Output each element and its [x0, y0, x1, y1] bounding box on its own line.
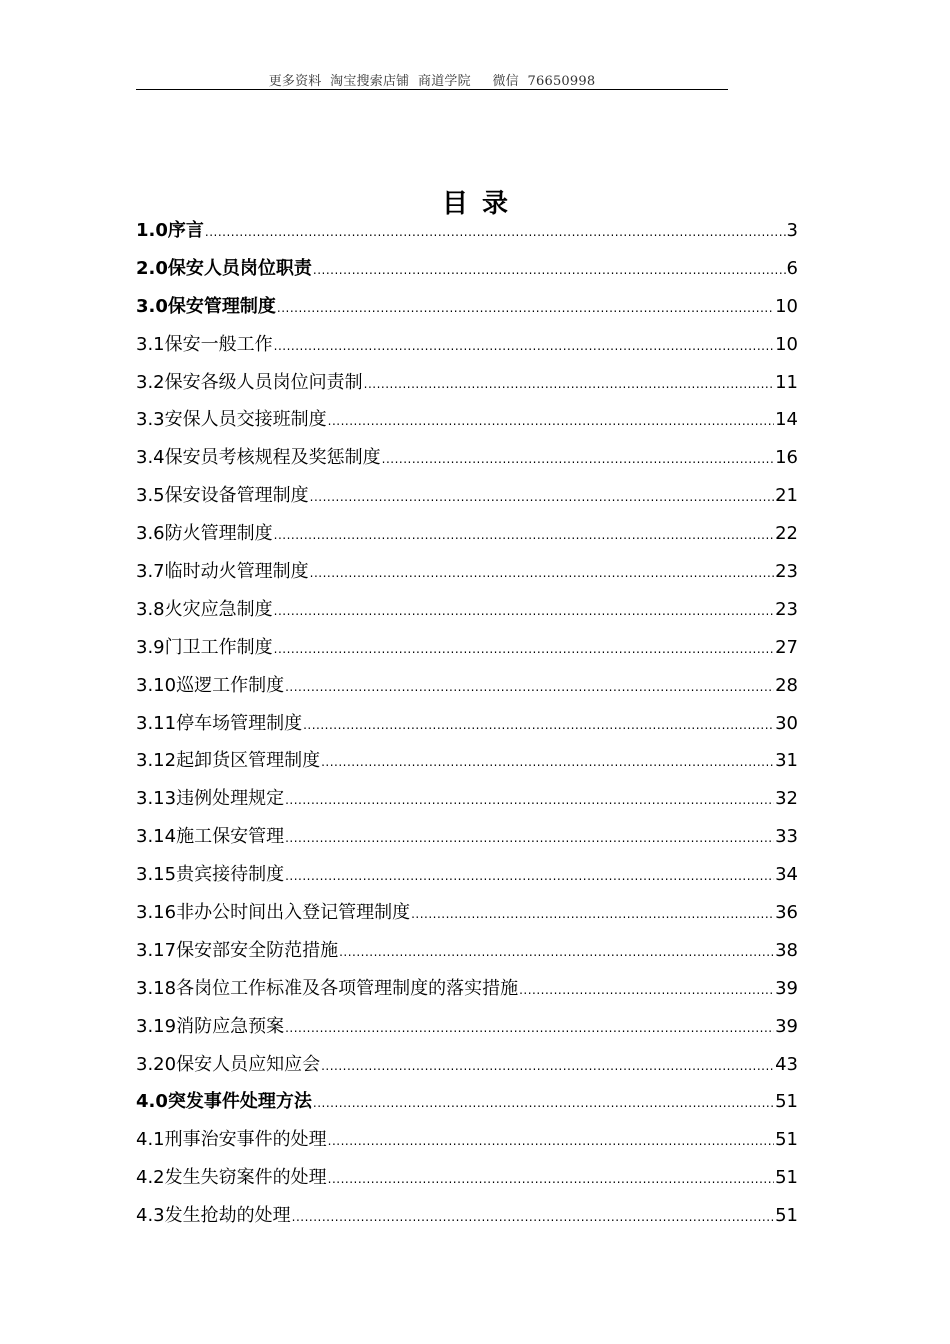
toc-dot-leader — [285, 858, 774, 896]
toc-entry-number: 3.9 — [136, 636, 165, 658]
toc-entry[interactable] — [136, 477, 798, 515]
toc-entry[interactable] — [136, 818, 798, 856]
toc-entry-title: 保安人员岗位职责 — [167, 257, 312, 279]
toc-dot-leader — [382, 441, 774, 479]
toc-entry[interactable] — [136, 515, 798, 553]
toc-entry-number: 3.14 — [136, 826, 177, 848]
toc-entry-title: 临时动火管理制度 — [164, 561, 309, 583]
header-rule — [136, 89, 728, 90]
toc-entry-page: 27 — [775, 636, 798, 658]
toc-entry-title: 消防应急预案 — [176, 1015, 285, 1037]
toc-entry[interactable] — [136, 1046, 798, 1084]
toc-entry-page: 21 — [775, 485, 798, 507]
toc-entry-title: 突发事件处理方法 — [167, 1091, 312, 1113]
toc-entry[interactable] — [136, 401, 798, 439]
toc-dot-leader — [285, 669, 774, 707]
toc-entry-page: 51 — [775, 1129, 798, 1151]
toc-entry-page: 28 — [775, 674, 798, 696]
toc-entry[interactable] — [136, 212, 798, 250]
toc-entry-page: 38 — [775, 939, 798, 961]
toc-entry-number: 1.0 — [136, 220, 168, 241]
toc-entry[interactable] — [136, 894, 798, 932]
page-header-text: 更多资料 淘宝搜索店铺 商道学院 微信 76650998 — [268, 74, 596, 89]
toc-entry-number: 3.16 — [136, 902, 177, 924]
toc-dot-leader — [274, 328, 774, 366]
toc-entry-page: 22 — [775, 523, 798, 545]
toc-entry[interactable] — [136, 288, 798, 326]
toc-dot-leader — [285, 820, 774, 858]
toc-entry-page: 10 — [775, 333, 798, 355]
toc-entry-number: 4.1 — [136, 1129, 165, 1151]
toc-entry-number: 3.4 — [136, 447, 165, 469]
toc-entry-page: 39 — [775, 1015, 798, 1037]
toc-entry-title: 序言 — [167, 220, 204, 241]
toc-entry-title: 贵宾接待制度 — [176, 864, 285, 886]
toc-entry-page: 30 — [775, 712, 798, 734]
toc-entry-title: 停车场管理制度 — [176, 712, 303, 734]
toc-entry[interactable] — [136, 629, 798, 667]
toc-entry[interactable] — [136, 1083, 798, 1121]
toc-entry[interactable] — [136, 1197, 798, 1235]
toc-entry-number: 3.12 — [136, 750, 177, 772]
toc-dot-leader — [339, 934, 774, 972]
toc-entry-number: 3.7 — [136, 561, 165, 583]
toc-entry-page: 23 — [775, 598, 798, 620]
toc-dot-leader — [364, 366, 774, 404]
toc-dot-leader — [205, 214, 786, 252]
toc-entry-title: 发生抢劫的处理 — [164, 1205, 291, 1227]
toc-entry-title: 门卫工作制度 — [164, 636, 273, 658]
toc-entry-number: 2.0 — [136, 257, 168, 279]
toc-entry-title: 保安管理制度 — [167, 295, 276, 317]
toc-entry-number: 3.6 — [136, 523, 165, 545]
toc-entry-page: 34 — [775, 864, 798, 886]
toc-entry-number: 3.13 — [136, 788, 177, 810]
toc-dot-leader — [310, 479, 774, 517]
toc-entry-number: 4.3 — [136, 1205, 165, 1227]
toc-entry-title: 施工保安管理 — [176, 826, 285, 848]
toc-entry[interactable] — [136, 591, 798, 629]
toc-dot-leader — [277, 290, 774, 328]
toc-dot-leader — [328, 1161, 774, 1199]
toc-entry[interactable] — [136, 250, 798, 288]
toc-entry[interactable] — [136, 970, 798, 1008]
toc-entry-page: 43 — [775, 1053, 798, 1075]
toc-dot-leader — [285, 1010, 774, 1048]
toc-dot-leader — [285, 782, 774, 820]
toc-entry[interactable] — [136, 856, 798, 894]
toc-entry-page: 14 — [775, 409, 798, 431]
toc-dot-leader — [321, 1048, 774, 1086]
toc-entry-title: 发生失窃案件的处理 — [164, 1167, 327, 1189]
toc-entry[interactable] — [136, 705, 798, 743]
toc-entry-page: 23 — [775, 561, 798, 583]
toc-entry-page: 31 — [775, 750, 798, 772]
toc-entry[interactable] — [136, 780, 798, 818]
toc-entry-page: 33 — [775, 826, 798, 848]
toc-entry[interactable] — [136, 932, 798, 970]
toc-dot-leader — [303, 707, 774, 745]
toc-entry-page: 6 — [786, 257, 798, 279]
toc-list — [136, 212, 798, 1235]
toc-entry-title: 火灾应急制度 — [164, 598, 273, 620]
toc-entry-number: 3.0 — [136, 295, 168, 317]
toc-entry-number: 3.18 — [136, 977, 177, 999]
toc-entry-title: 保安各级人员岗位问责制 — [164, 371, 363, 393]
toc-entry-number: 4.2 — [136, 1167, 165, 1189]
toc-entry-number: 3.20 — [136, 1053, 177, 1075]
toc-entry[interactable] — [136, 439, 798, 477]
toc-entry-title: 防火管理制度 — [164, 523, 273, 545]
toc-dot-leader — [274, 593, 774, 631]
toc-entry-page: 32 — [775, 788, 798, 810]
toc-dot-leader — [313, 252, 786, 290]
toc-entry-title: 巡逻工作制度 — [176, 674, 285, 696]
toc-entry-title: 安保人员交接班制度 — [164, 409, 327, 431]
toc-entry-title: 保安员考核规程及奖惩制度 — [164, 447, 381, 469]
toc-entry[interactable] — [136, 742, 798, 780]
toc-dot-leader — [519, 972, 774, 1010]
toc-entry-number: 4.0 — [136, 1091, 168, 1113]
toc-title: 目录 — [441, 189, 522, 219]
toc-entry-page: 51 — [775, 1205, 798, 1227]
toc-entry-number: 3.11 — [136, 712, 177, 734]
toc-entry-title: 保安部安全防范措施 — [176, 939, 339, 961]
toc-entry-title: 违例处理规定 — [176, 788, 285, 810]
toc-dot-leader — [321, 744, 774, 782]
toc-entry-number: 3.3 — [136, 409, 165, 431]
toc-dot-leader — [310, 555, 774, 593]
toc-entry-number: 3.10 — [136, 674, 177, 696]
toc-entry[interactable] — [136, 1159, 798, 1197]
toc-dot-leader — [274, 631, 774, 669]
toc-entry-page: 11 — [775, 371, 798, 393]
toc-entry-number: 3.1 — [136, 333, 165, 355]
toc-entry-title: 刑事治安事件的处理 — [164, 1129, 327, 1151]
toc-entry-title: 保安人员应知应会 — [176, 1053, 321, 1075]
toc-entry-title: 各岗位工作标准及各项管理制度的落实措施 — [176, 977, 519, 999]
toc-entry-number: 3.5 — [136, 485, 165, 507]
toc-entry-number: 3.17 — [136, 939, 177, 961]
toc-entry-number: 3.2 — [136, 371, 165, 393]
toc-entry[interactable] — [136, 1008, 798, 1046]
toc-dot-leader — [328, 403, 774, 441]
toc-entry-page: 10 — [775, 295, 798, 317]
toc-entry[interactable] — [136, 553, 798, 591]
toc-dot-leader — [274, 517, 774, 555]
toc-entry[interactable] — [136, 364, 798, 402]
toc-entry-page: 51 — [775, 1091, 798, 1113]
toc-entry-number: 3.8 — [136, 598, 165, 620]
toc-dot-leader — [328, 1123, 774, 1161]
toc-entry[interactable] — [136, 667, 798, 705]
toc-entry-number: 3.19 — [136, 1015, 177, 1037]
toc-entry-title: 保安设备管理制度 — [164, 485, 309, 507]
toc-entry-title: 起卸货区管理制度 — [176, 750, 321, 772]
toc-entry[interactable] — [136, 1121, 798, 1159]
toc-entry-page: 51 — [775, 1167, 798, 1189]
toc-entry-title: 非办公时间出入登记管理制度 — [176, 902, 411, 924]
toc-dot-leader — [313, 1085, 774, 1123]
toc-entry-page: 36 — [775, 902, 798, 924]
toc-dot-leader — [411, 896, 774, 934]
toc-dot-leader — [292, 1199, 774, 1237]
toc-entry-page: 39 — [775, 977, 798, 999]
toc-entry-page: 3 — [786, 220, 798, 241]
toc-entry[interactable] — [136, 326, 798, 364]
toc-entry-number: 3.15 — [136, 864, 177, 886]
toc-entry-title: 保安一般工作 — [164, 333, 273, 355]
toc-entry-page: 16 — [775, 447, 798, 469]
